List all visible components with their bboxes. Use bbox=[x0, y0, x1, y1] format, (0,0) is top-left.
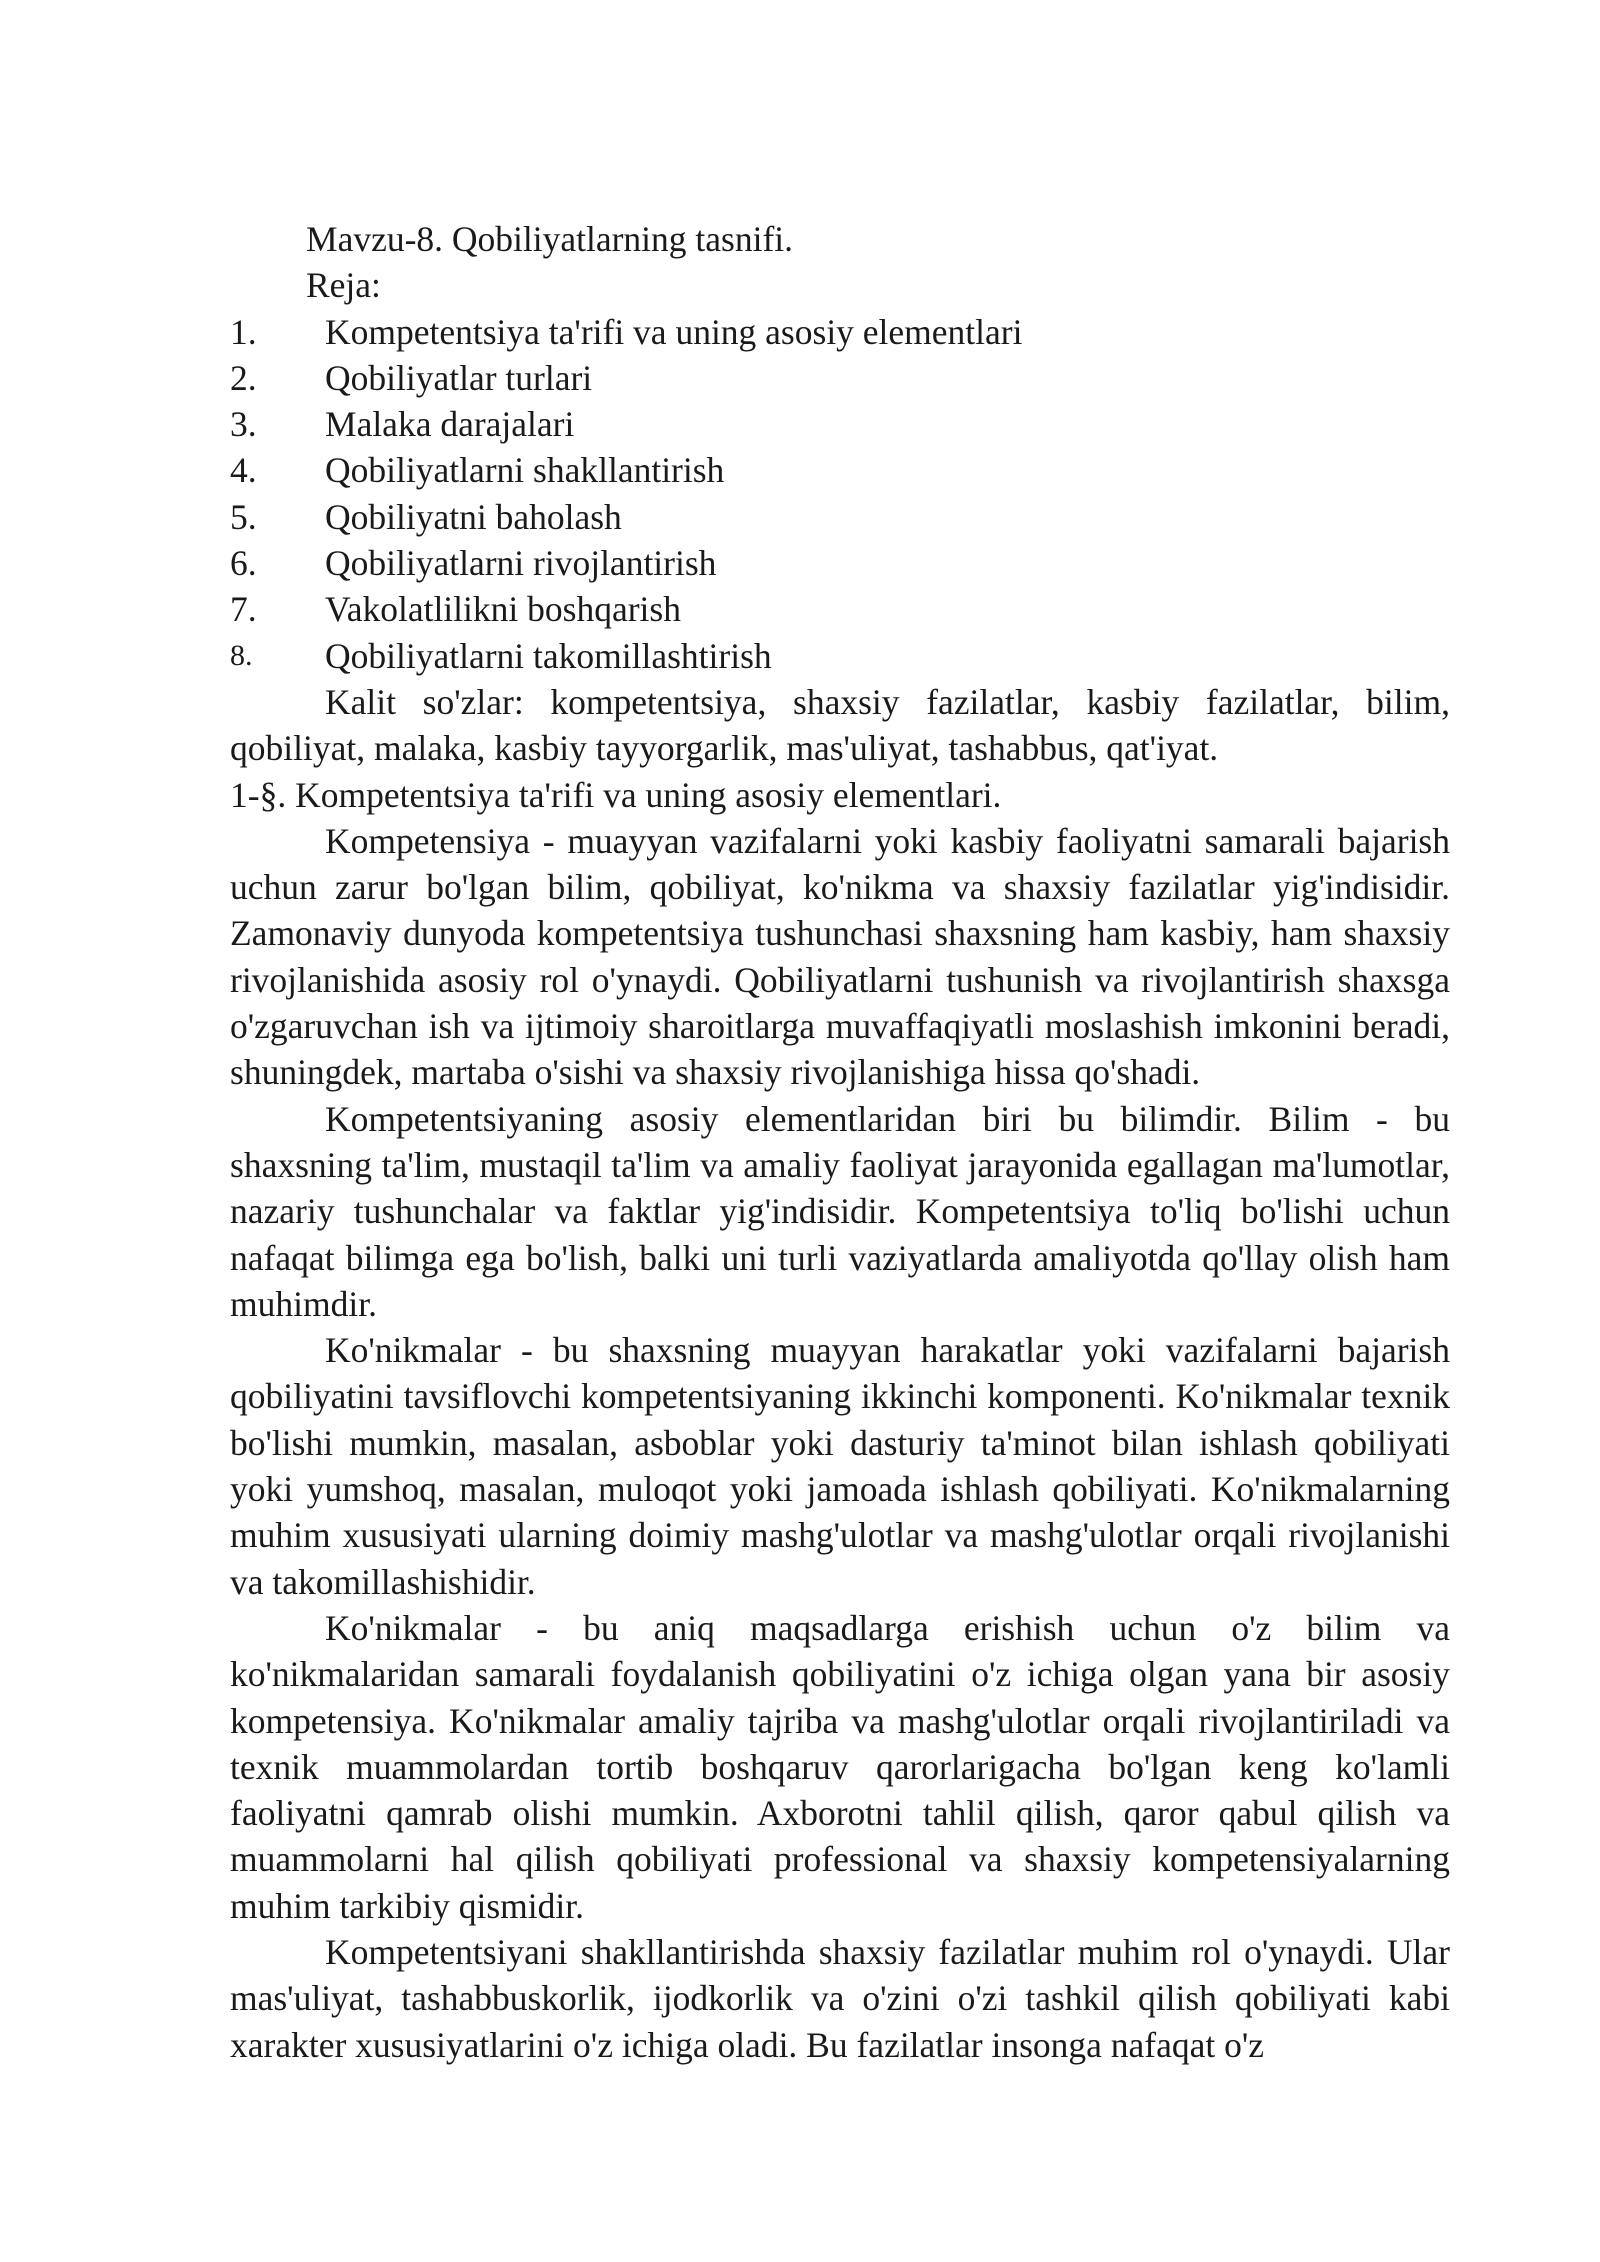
plan-item-number: 6. bbox=[230, 543, 257, 584]
document-title: Mavzu-8. Qobiliyatlarning tasnifi. bbox=[306, 219, 794, 259]
document-page bbox=[230, 216, 1450, 2068]
body-paragraph: Ko'nikmalar - bu aniq maqsadlarga erishish uchun o'z bilim va ko'nikmalaridan samarali foydalanish qobiliyatini o'z ichiga olgan yana bir asosiy kompetensiya. Ko'nikmalar amaliy tajriba va mashg'ulotlar orqali rivojlantiriladi va texnik muammolardan tortib boshqaruv qarorlarigacha bo'lgan keng ko'lamli faoliyatni qamrab olishi mumkin. Axborotni tahlil qilish, qaror qabul qilish va muammolarni hal qilish qobiliyati professional va shaxsiy kompetensiyalarning muhim tarkibiy qismidir. bbox=[230, 1607, 1450, 1926]
plan-item-text: Malaka darajalari bbox=[325, 404, 575, 445]
plan-list bbox=[230, 309, 1450, 679]
plan-item bbox=[230, 355, 1450, 401]
plan-item-text: Qobiliyatlarni rivojlantirish bbox=[325, 543, 717, 584]
plan-item bbox=[230, 633, 1450, 679]
plan-label: Reja: bbox=[306, 265, 381, 306]
plan-item bbox=[230, 309, 1450, 355]
plan-item bbox=[230, 401, 1450, 447]
body-paragraph: Kompetentsiyaning asosiy elementlaridan biri bu bilimdir. Bilim - bu shaxsning ta'lim, mustaqil ta'lim va amaliy faoliyat jarayonida egallagan ma'lumotlar, nazariy tushunchalar va faktlar yig'indisidir. Kompetentsiya to'liq bo'lishi uchun nafaqat bilimga ega bo'lish, balki uni turli vaziyatlarda amaliyotda qo'llay olish ham muhimdir. bbox=[230, 1098, 1450, 1324]
plan-item-number: 8. bbox=[230, 638, 253, 672]
plan-item-number: 5. bbox=[230, 496, 257, 537]
body-paragraph: Kompetentsiyani shakllantirishda shaxsiy fazilatlar muhim rol o'ynaydi. Ular mas'uliyat, tashabbuskorlik, ijodkorlik va o'zini o'zi tashkil qilish qobiliyati kabi xarakter xususiyatlarini o'z ichiga oladi. Bu fazilatlar insonga nafaqat o'z bbox=[230, 1931, 1450, 2065]
plan-item-number: 2. bbox=[230, 357, 257, 398]
plan-item-number: 1. bbox=[230, 311, 257, 352]
section-heading: 1-§. Kompetentsiya ta'rifi va uning asosiy elementlari. bbox=[230, 774, 1002, 815]
plan-item-text: Qobiliyatlarni takomillashtirish bbox=[325, 635, 772, 676]
plan-item-number: 7. bbox=[230, 589, 257, 630]
plan-item bbox=[230, 586, 1450, 632]
plan-item bbox=[230, 447, 1450, 493]
plan-item-text: Kompetentsiya ta'rifi va uning asosiy elementlari bbox=[325, 311, 1023, 352]
plan-item-number: 4. bbox=[230, 450, 257, 491]
keywords-paragraph: Kalit so'zlar: kompetentsiya, shaxsiy fazilatlar, kasbiy fazilatlar, bilim, qobiliyat, malaka, kasbiy tayyorgarlik, mas'uliyat, tashabbus, qat'iyat. bbox=[230, 681, 1450, 769]
plan-item-text: Qobiliyatlar turlari bbox=[325, 357, 593, 398]
body-paragraph: Kompetensiya - muayyan vazifalarni yoki kasbiy faoliyatni samarali bajarish uchun zarur bo'lgan bilim, qobiliyat, ko'nikma va shaxsiy fazilatlar yig'indisidir. Zamonaviy dunyoda kompetentsiya tushunchasi shaxsning ham kasbiy, ham shaxsiy rivojlanishida asosiy rol o'ynaydi. Qobiliyatlarni tushunish va rivojlantirish shaxsga o'zgaruvchan ish va ijtimoiy sharoitlarga muvaffaqiyatli moslashish imkonini beradi, shuningdek, martaba o'sishi va shaxsiy rivojlanishiga hissa qo'shadi. bbox=[230, 820, 1450, 1093]
plan-item-text: Vakolatlilikni boshqarish bbox=[325, 589, 681, 630]
plan-item bbox=[230, 494, 1450, 540]
plan-item-text: Qobiliyatlarni shakllantirish bbox=[325, 450, 725, 491]
plan-item-number: 3. bbox=[230, 404, 257, 445]
plan-item-text: Qobiliyatni baholash bbox=[325, 496, 622, 537]
plan-item bbox=[230, 540, 1450, 586]
body-paragraph: Ko'nikmalar - bu shaxsning muayyan harakatlar yoki vazifalarni bajarish qobiliyatini tavsiflovchi kompetentsiyaning ikkinchi komponenti. Ko'nikmalar texnik bo'lishi mumkin, masalan, asboblar yoki dasturiy ta'minot bilan ishlash qobiliyati yoki yumshoq, masalan, muloqot yoki jamoada ishlash qobiliyati. Ko'nikmalarning muhim xususiyati ularning doimiy mashg'ulotlar va mashg'ulotlar orqali rivojlanishi va takomillashishidir. bbox=[230, 1330, 1450, 1602]
